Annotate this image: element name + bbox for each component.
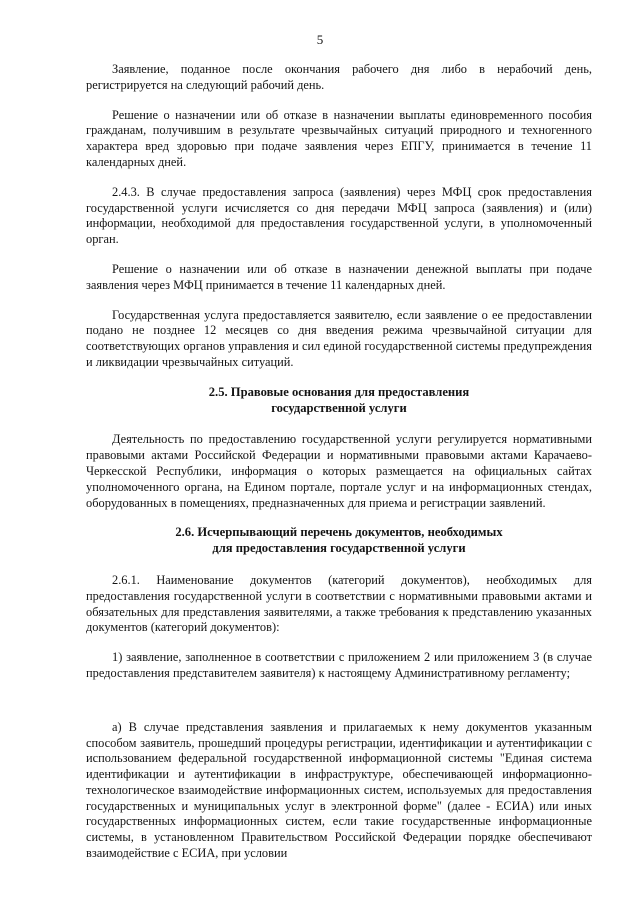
section-heading-2-5-line2: государственной услуги [271,400,407,415]
paragraph-mfc-decision: Решение о назначении или об отказе в назначении денежной выплаты при подаче заявления через МФЦ принимается в течение 11 календарных дней. [86,261,592,292]
paragraph-service-term: Государственная услуга предоставляется заявителю, если заявление о ее предоставлении подано не позднее 12 месяцев со дня введения режима чрезвычайной ситуации для соответствующих органов управления и сил единой государственной системы предупреждения и ликвидации чрезвычайных ситуаций. [86,307,592,369]
paragraph-late-submission: Заявление, поданное после окончания рабочего дня либо в нерабочий день, регистрируется на следующий рабочий день. [86,62,592,92]
document-body [86,62,592,876]
section-heading-2-5-line1: 2.5. Правовые основания для предоставления [208,384,470,399]
section-heading-2-5 [86,385,592,417]
page-number: 5 [316,32,324,47]
section-heading-2-6 [86,525,592,557]
section-heading-2-6-line1: 2.6. Исчерпывающий перечень документов, необходимых [175,525,503,540]
paragraph-2-5: Деятельность по предоставлению государственной услуги регулируется нормативными правовыми актами Российской Федерации и нормативными правовыми актами Карачаево-Черкесской Республики, информация о которых размещается на официальных сайтах уполномоченного органа, на Едином портале, портале услуг и на информационных стендах, оборудованных в помещениях, предназначенных для приема и регистрации заявлений. [86,432,592,510]
paragraph-epgu-decision: Решение о назначении или об отказе в назначении выплаты единовременного пособия гражданам, получившим в результате чрезвычайных ситуаций природного и техногенного характера вред здоровью при подаче заявления через ЕПГУ, принимается в течение 11 календарных дней. [86,107,592,169]
paragraph-2-4-3: 2.4.3. В случае предоставления запроса (заявления) через МФЦ срок предоставления государственной услуги исчисляется со дня передачи МФЦ запроса (заявления) и (или) информации, необходимой для предоставления государственной услуги, в уполномоченный орган. [86,184,592,247]
paragraph-item-1: 1) заявление, заполненное в соответствии с приложением 2 или приложением 3 (в случае предоставления представителем заявителя) к настоящему Административному регламенту; [86,650,592,680]
spacer [86,696,592,720]
paragraph-2-6-1: 2.6.1. Наименование документов (категорий документов), необходимых для предоставления государственной услуги в соответствии с нормативными правовыми актами и обязательных для представления заявителями, а также требования к представлению указанных документов (категорий документов): [86,572,592,635]
paragraph-item-a: а) В случае представления заявления и прилагаемых к нему документов указанным способом заявитель, прошедший процедуры регистрации, идентификации и аутентификации с использованием федеральной государственной информационной системы "Единая система идентификации и аутентификации в инфраструктуре, обеспечивающей информационно-технологическое взаимодействие информационных систем, используемых для предоставления государственных и муниципальных услуг в электронной форме" (далее - ЕСИА) или иных государственных информационных систем, если такие государственные информационные системы, в установленном Правительством Российской Федерации порядке обеспечивают взаимодействие с ЕСИА, при условии [86,719,592,861]
section-heading-2-6-line2: для предоставления государственной услуги [212,541,466,556]
